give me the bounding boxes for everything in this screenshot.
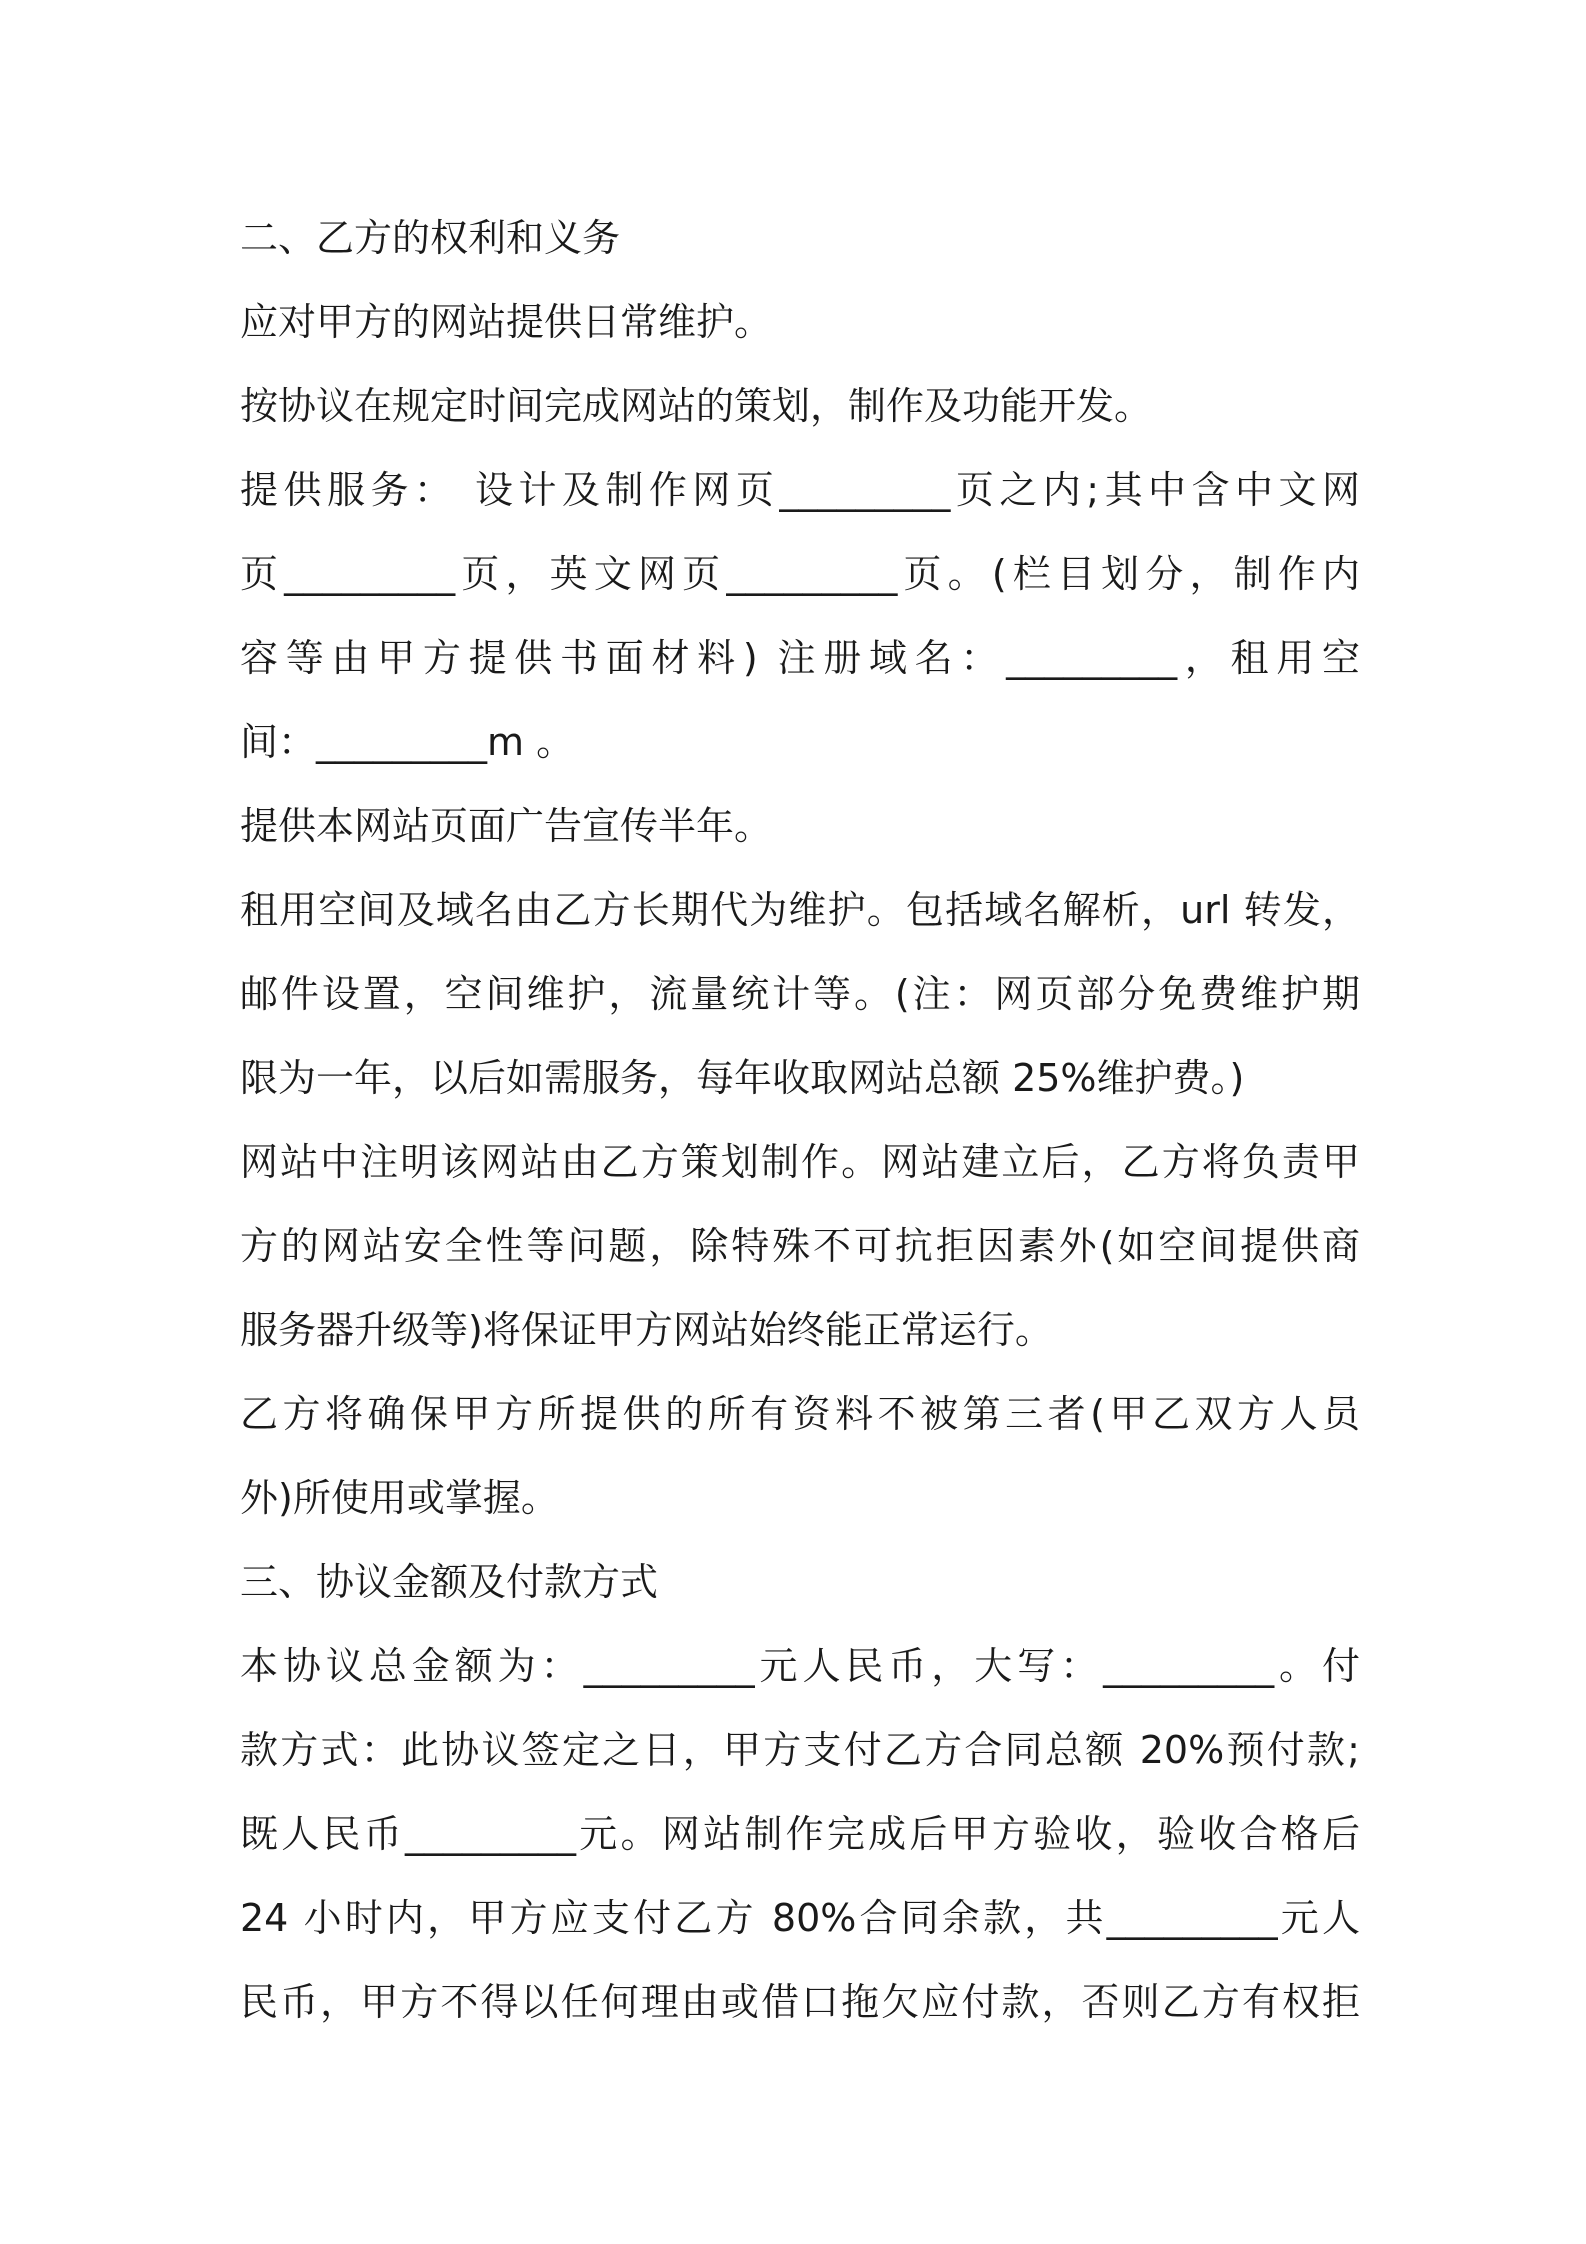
paragraph-line: 网站中注明该网站由乙方策划制作。网站建立后，乙方将负责甲 (240, 1140, 1360, 1184)
paragraph-line: 本协议总金额为：_________元人民币，大写：_________。付 (240, 1644, 1360, 1688)
paragraph-line: 邮件设置，空间维护，流量统计等。(注：网页部分免费维护期 (240, 972, 1360, 1016)
paragraph-line: 方的网站安全性等问题，除特殊不可抗拒因素外(如空间提供商 (240, 1224, 1360, 1268)
paragraph-line: 民币，甲方不得以任何理由或借口拖欠应付款，否则乙方有权拒 (240, 1980, 1360, 2024)
paragraph-line: 容等由甲方提供书面材料) 注册域名：_________，租用空 (240, 636, 1360, 680)
paragraph-line: 按协议在规定时间完成网站的策划，制作及功能开发。 (240, 384, 1153, 428)
paragraph-line: 页_________页，英文网页_________页。(栏目划分，制作内 (240, 552, 1360, 596)
document-body (240, 196, 1360, 2044)
paragraph-line: 应对甲方的网站提供日常维护。 (240, 300, 773, 344)
paragraph-line: 乙方将确保甲方所提供的所有资料不被第三者(甲乙双方人员 (240, 1392, 1360, 1436)
paragraph-line: 外)所使用或掌握。 (240, 1476, 559, 1520)
paragraph-line: 提供服务： 设计及制作网页_________页之内;其中含中文网 (240, 468, 1360, 512)
section-heading: 二、乙方的权利和义务 (240, 216, 621, 260)
paragraph-line: 限为一年，以后如需服务，每年收取网站总额 25%维护费。) (240, 1056, 1245, 1100)
paragraph-line: 租用空间及域名由乙方长期代为维护。包括域名解析，url 转发， (240, 888, 1360, 932)
paragraph-line: 服务器升级等)将保证甲方网站始终能正常运行。 (240, 1308, 1053, 1352)
paragraph-line: 款方式：此协议签定之日，甲方支付乙方合同总额 20%预付款; (240, 1728, 1360, 1772)
section-heading: 三、协议金额及付款方式 (240, 1560, 659, 1604)
paragraph-line: 间：_________m 。 (240, 720, 575, 764)
paragraph-line: 既人民币_________元。网站制作完成后甲方验收，验收合格后 (240, 1812, 1360, 1856)
paragraph-line: 24 小时内，甲方应支付乙方 80%合同余款，共_________元人 (240, 1896, 1360, 1940)
paragraph-line: 提供本网站页面广告宣传半年。 (240, 804, 773, 848)
